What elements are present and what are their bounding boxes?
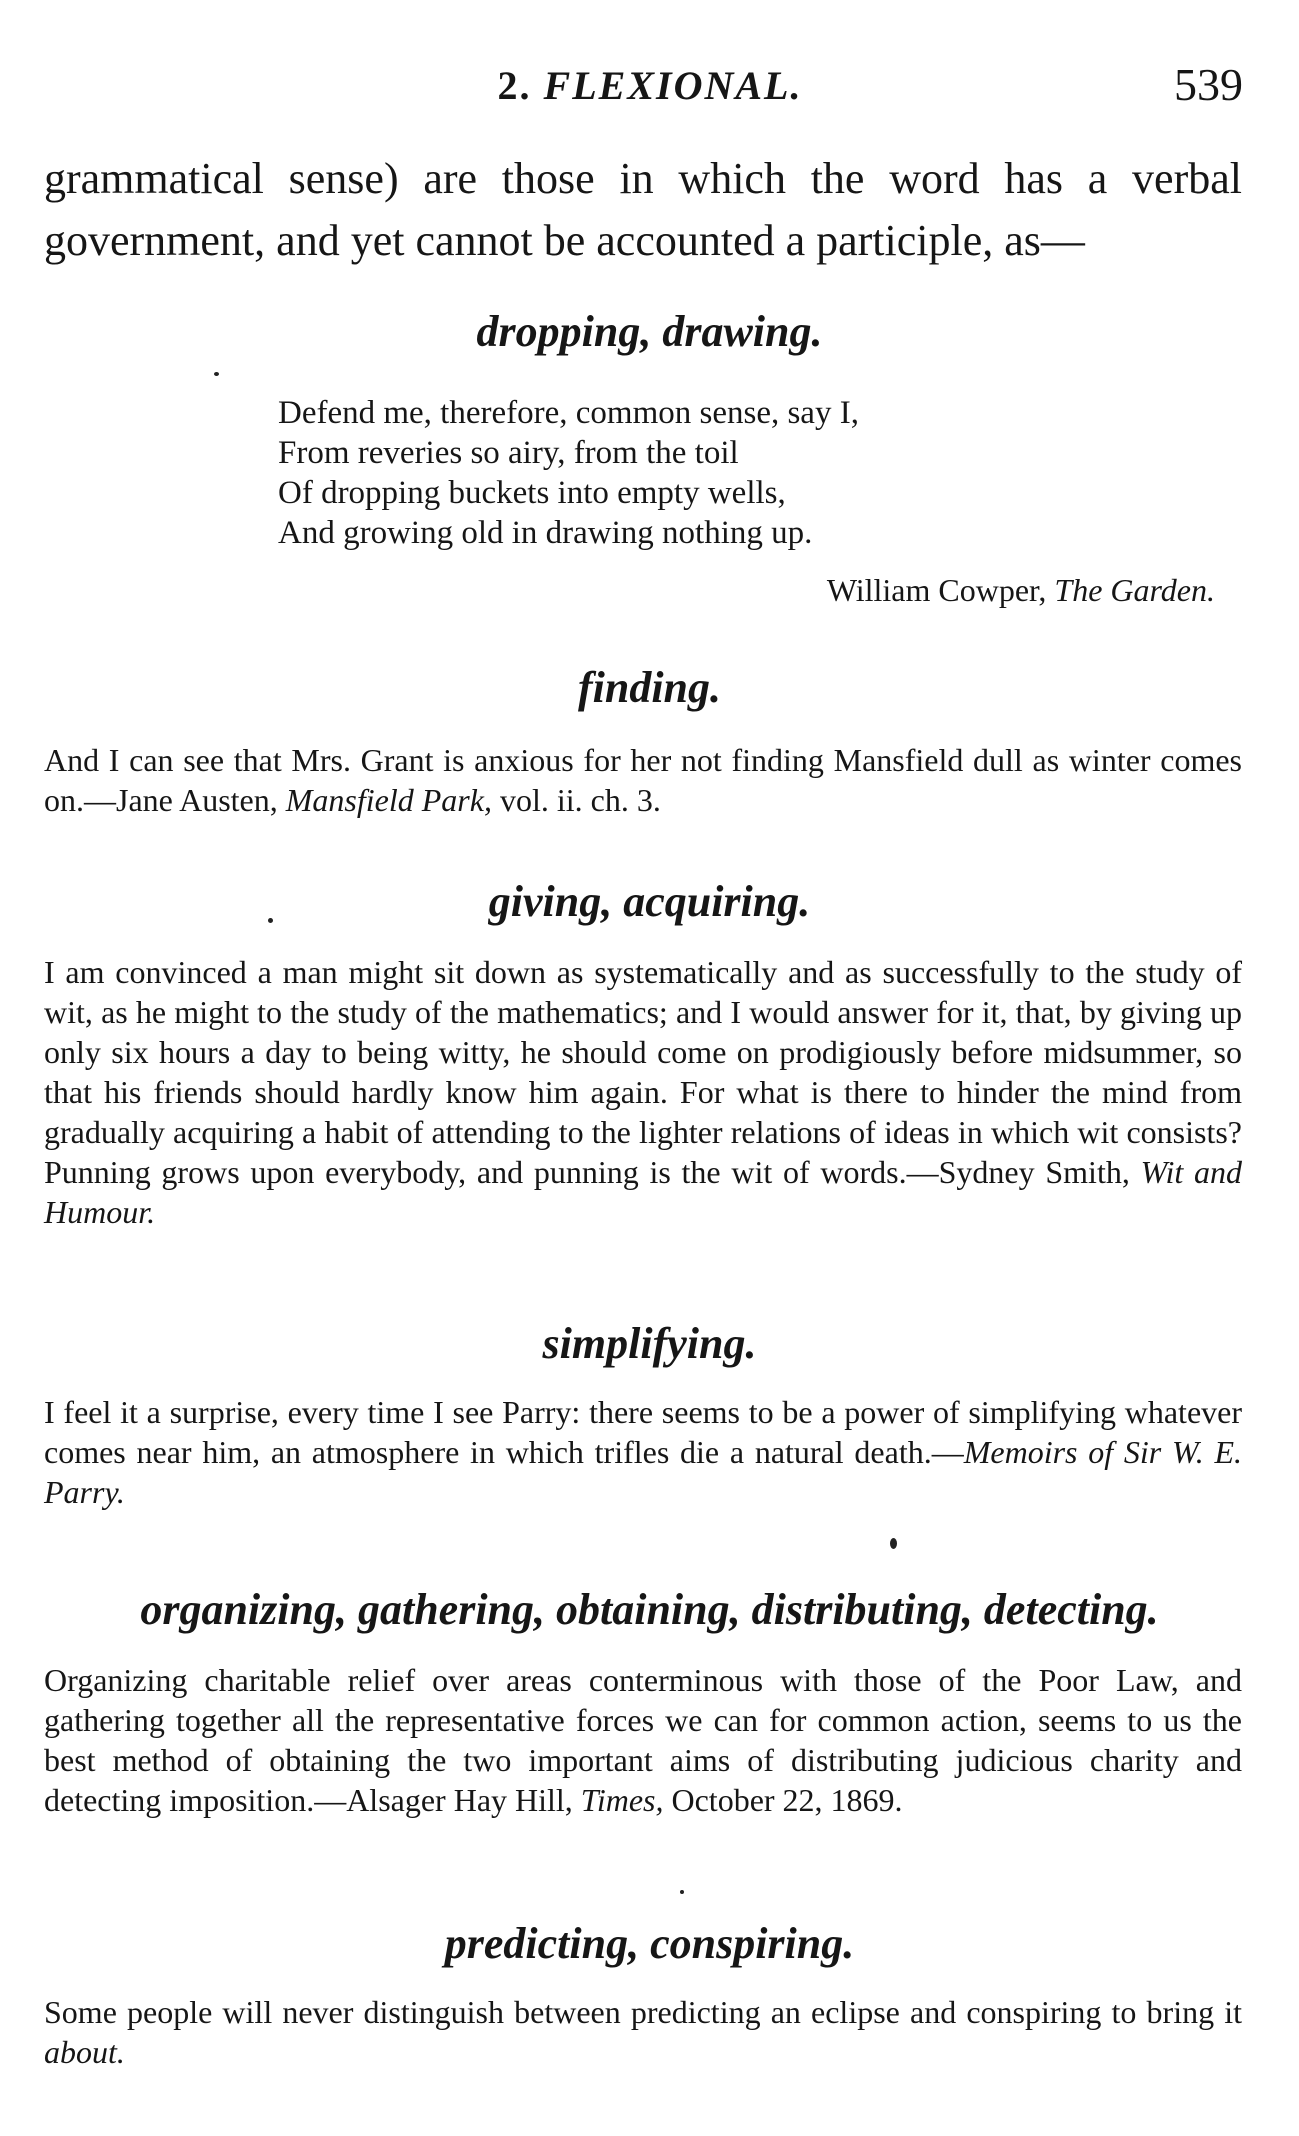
intro-paragraph: grammatical sense) are those in which the word has a verbal government, and yet cannot be accounted a participle, as—: [44, 154, 1242, 265]
attribution-work: The Garden.: [1054, 572, 1215, 608]
quote-paragraph-finding: [44, 740, 1242, 820]
entry-heading-predicting: predicting, conspiring.: [444, 1919, 855, 1968]
scan-speck: [268, 918, 273, 923]
section-title: [430, 62, 870, 109]
verse-line: From reveries so airy, from the toil: [278, 435, 739, 471]
quote-paragraph-simplifying: [44, 1392, 1242, 1512]
entry-heading-giving: giving, acquiring.: [488, 877, 811, 926]
entry-heading-organizing: organizing, gathering, obtaining, distributing, detecting.: [140, 1585, 1159, 1634]
quote-source-work: Wit and Humour.: [44, 1154, 1243, 1230]
quote-paragraph-giving: [44, 952, 1242, 1232]
entry-heading-finding: finding.: [577, 663, 722, 712]
quote-source-tail: October 22, 1869.: [663, 1782, 903, 1818]
verse-attribution: [827, 572, 1215, 609]
quote-text: And I can see that Mrs. Grant is anxious for her not finding Mansfield dull as winter comes on.—Jane Austen,: [44, 742, 1242, 818]
quote-paragraph-predicting: [44, 1992, 1242, 2072]
running-header: [0, 58, 1299, 128]
entry-heading-dropping: dropping, drawing.: [476, 307, 823, 356]
section-name: FLEXIONAL.: [543, 63, 803, 108]
quote-source-work: Times,: [580, 1782, 664, 1818]
quote-text: I feel it a surprise, every time I see Parry: there seems to be a power of simplifying whatever comes near him, an atmosphere in which trifles die a natural death.—: [44, 1394, 1242, 1470]
section-number: 2.: [497, 63, 532, 108]
page-number: 539: [1174, 59, 1243, 110]
quote-text: Organizing charitable relief over areas conterminous with those of the Poor Law, and gathering together all the representative forces we can for common action, seems to us the best method of obtaining the two important aims of distributing judicious charity and detecting imposition.—Alsager Hay Hill,: [44, 1662, 1242, 1818]
quote-source-work: Mansfield Park,: [285, 782, 492, 818]
quote-text: Some people will never distinguish between predicting an eclipse and conspiring to bring it: [44, 1994, 1242, 2030]
scan-speck: [890, 1538, 897, 1549]
attribution-author: William Cowper,: [826, 572, 1055, 608]
quote-source-work: Memoirs of Sir W. E. Parry.: [44, 1434, 1243, 1510]
quote-source-tail: vol. ii. ch. 3.: [491, 782, 661, 818]
scan-speck: [680, 1890, 684, 1894]
quote-text: I am convinced a man might sit down as systematically and as successfully to the study of wit, as he might to the study of the mathematics; and I would answer for it, that, by giving up only six hours a day to being witty, he should come on prodigiously before midsummer, so that his friends should hardly know him again. For what is there to hinder the mind from gradually acquiring a habit of attending to the lighter relations of ideas in which wit consists? Punning grows upon everybody, and punning is the wit of words.—Sydney Smith,: [44, 954, 1242, 1190]
verse-line: Of dropping buckets into empty wells,: [278, 475, 786, 511]
entry-heading-simplifying: simplifying.: [542, 1319, 757, 1368]
verse-line: Defend me, therefore, common sense, say I,: [278, 395, 859, 431]
verse-quotation: [278, 393, 859, 553]
verse-line: And growing old in drawing nothing up.: [278, 515, 813, 551]
quote-source-work: about.: [44, 2034, 125, 2070]
scan-speck: [214, 372, 219, 376]
quote-paragraph-organizing: [44, 1660, 1242, 1820]
